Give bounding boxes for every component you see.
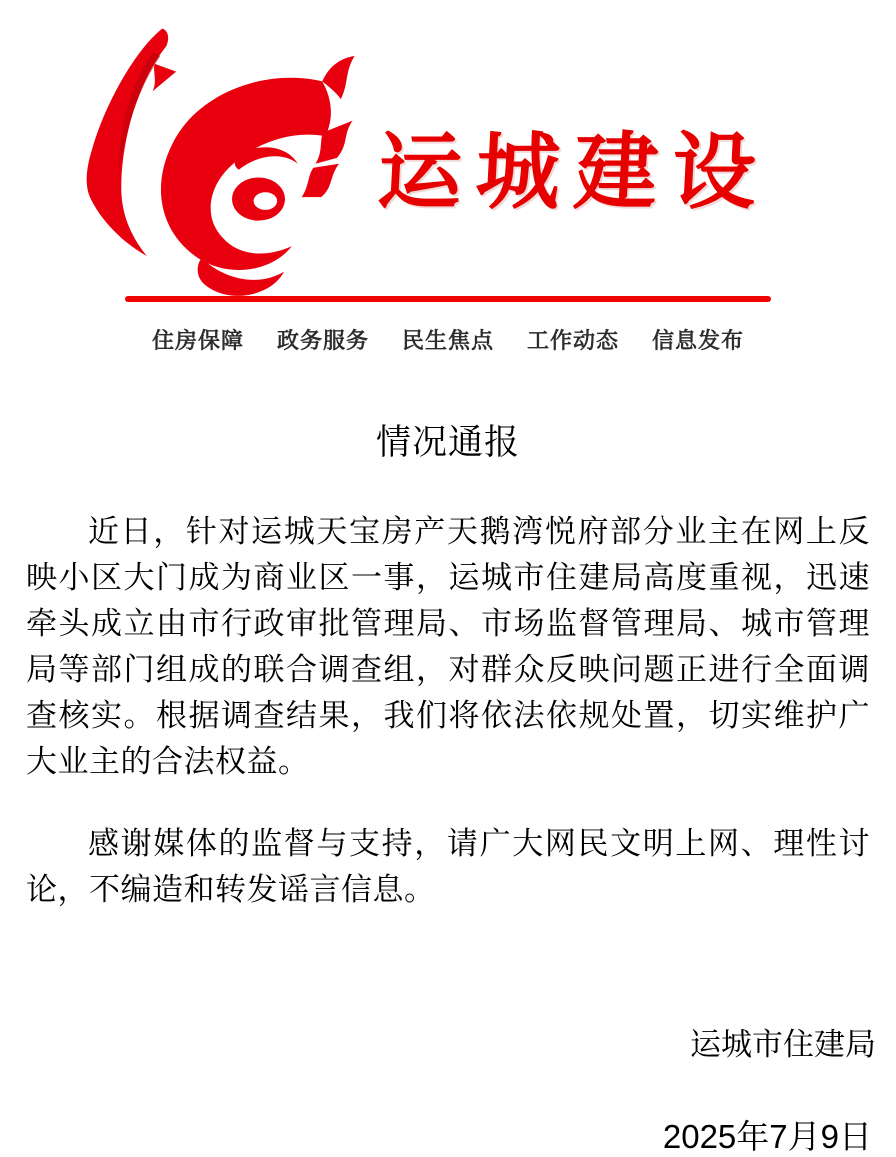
nav-item-livelihood[interactable]: 民生焦点 <box>401 328 494 353</box>
brand-title: 运城建设 <box>375 125 773 219</box>
header-divider <box>125 296 771 302</box>
notice-paragraph: 感谢媒体的监督与支持，请广大网民文明上网、理性讨论，不编造和转发谣言信息。 <box>26 826 870 907</box>
main-nav <box>0 324 896 355</box>
notice-body <box>0 509 896 913</box>
nav-item-gov-services[interactable]: 政务服务 <box>276 328 369 353</box>
notice-title: 情况通报 <box>375 423 520 462</box>
page-header <box>0 0 896 296</box>
nav-item-work-updates[interactable]: 工作动态 <box>527 328 620 353</box>
phoenix-ribbon-logo-icon <box>84 20 334 286</box>
issuer-signature: 运城市住建局 <box>690 1027 876 1062</box>
issue-date: 2025年7月9日 <box>662 1118 872 1155</box>
nav-item-info-release[interactable]: 信息发布 <box>652 328 745 353</box>
nav-item-housing[interactable]: 住房保障 <box>151 328 244 353</box>
notice-paragraph: 近日，针对运城天宝房产天鹅湾悦府部分业主在网上反映小区大门成为商业区一事，运城市住建局高度重视，迅速牵头成立由市行政审批管理局、市场监督管理局、城市管理局等部门组成的联合调查组，对群众反映问题正进行全面调查核实。根据调查结果，我们将依法依规处置，切实维护广大业主的合法权益。 <box>26 514 870 779</box>
